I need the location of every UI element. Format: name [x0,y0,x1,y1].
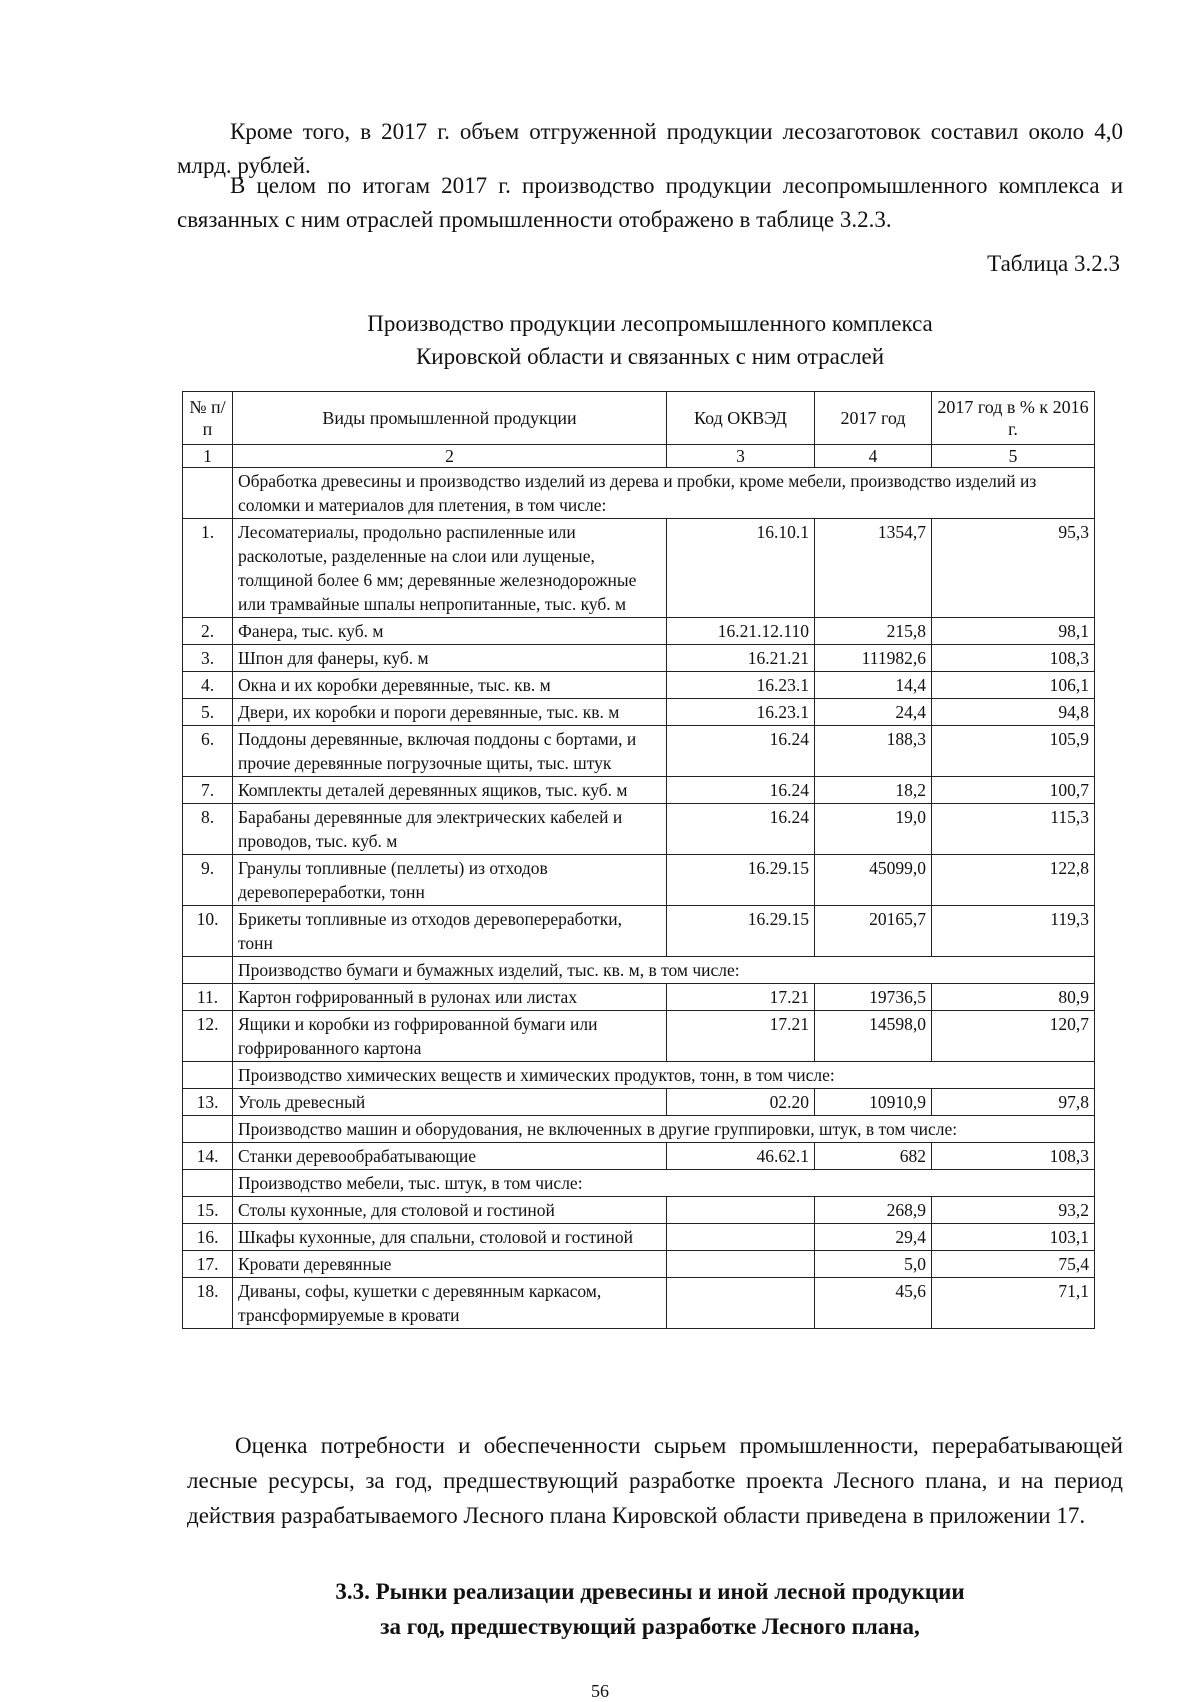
column-index: 2 [233,445,667,468]
product-name: Поддоны деревянные, включая поддоны с бортами, и прочие деревянные погрузочные щиты, тыс. штук [233,726,667,777]
table-label: Таблица 3.2.3 [987,251,1120,276]
percent-to-2016: 108,3 [932,645,1095,672]
intro-paragraph-2: В целом по итогам 2017 г. производство продукции лесопромышленного комплекса и связанных с ним отраслей промышленности отображено в таблице 3.2.3. [177,173,1123,232]
value-2017: 5,0 [815,1251,932,1278]
section-row [183,1062,1095,1089]
table-row [183,1089,1095,1116]
product-name: Брикеты топливные из отходов деревопереработки, тонн [233,906,667,957]
value-2017: 19,0 [815,804,932,855]
row-number: 14. [183,1143,233,1170]
percent-to-2016: 122,8 [932,855,1095,906]
section-title: Производство бумаги и бумажных изделий, тыс. кв. м, в том числе: [233,957,1095,984]
value-2017: 19736,5 [815,984,932,1011]
section-title: Производство машин и оборудования, не включенных в другие группировки, штук, в том числе: [233,1116,1095,1143]
row-number: 13. [183,1089,233,1116]
value-2017: 29,4 [815,1224,932,1251]
table-title-line-1: Производство продукции лесопромышленного комплекса [367,311,933,336]
okved-code [667,1251,815,1278]
percent-to-2016: 119,3 [932,906,1095,957]
section-row [183,468,1095,519]
product-name: Диваны, софы, кушетки с деревянным каркасом, трансформируемые в кровати [233,1278,667,1329]
table-title-line-2: Кировской области и связанных с ним отраслей [415,344,885,369]
table-row [183,1251,1095,1278]
value-2017: 14,4 [815,672,932,699]
table-row [183,804,1095,855]
product-name: Лесоматериалы, продольно распиленные или расколотые, разделенные на слои или лущеные, толщиной более 6 мм; деревянные железнодорожные или трамвайные шпалы непропитанные, тыс. куб. м [233,519,667,618]
page-number: 56 [591,1681,609,1701]
row-number: 6. [183,726,233,777]
percent-to-2016: 115,3 [932,804,1095,855]
product-name: Столы кухонные, для столовой и гостиной [233,1197,667,1224]
okved-code: 16.23.1 [667,699,815,726]
value-2017: 20165,7 [815,906,932,957]
row-number: 9. [183,855,233,906]
section-row [183,957,1095,984]
value-2017: 24,4 [815,699,932,726]
okved-code: 16.21.12.110 [667,618,815,645]
section-heading-line-2: за год, предшествующий разработке Лесного плана, [380,1614,920,1639]
product-name: Гранулы топливные (пеллеты) из отходов деревопереработки, тонн [233,855,667,906]
value-2017: 682 [815,1143,932,1170]
row-number: 15. [183,1197,233,1224]
okved-code: 16.24 [667,804,815,855]
column-index-row [183,445,1095,468]
okved-code: 46.62.1 [667,1143,815,1170]
row-number: 3. [183,645,233,672]
okved-code: 16.24 [667,777,815,804]
table-row [183,672,1095,699]
okved-code: 16.29.15 [667,906,815,957]
okved-code: 16.23.1 [667,672,815,699]
table-row [183,777,1095,804]
value-2017: 111982,6 [815,645,932,672]
table-row [183,1197,1095,1224]
section-title: Производство мебели, тыс. штук, в том числе: [233,1170,1095,1197]
table-row [183,1224,1095,1251]
section-empty-cell [183,468,233,519]
value-2017: 268,9 [815,1197,932,1224]
table-row [183,645,1095,672]
product-name: Комплекты деталей деревянных ящиков, тыс. куб. м [233,777,667,804]
product-name: Уголь древесный [233,1089,667,1116]
section-empty-cell [183,1062,233,1089]
table-row [183,984,1095,1011]
row-number: 8. [183,804,233,855]
row-number: 11. [183,984,233,1011]
row-number: 7. [183,777,233,804]
value-2017: 188,3 [815,726,932,777]
table-row [183,519,1095,618]
product-name: Шкафы кухонные, для спальни, столовой и гостиной [233,1224,667,1251]
section-title: Обработка древесины и производство изделий из дерева и пробки, кроме мебели, производство изделий из соломки и материалов для плетения, в том числе: [233,468,1095,519]
product-name: Картон гофрированный в рулонах или листах [233,984,667,1011]
percent-to-2016: 103,1 [932,1224,1095,1251]
value-2017: 18,2 [815,777,932,804]
column-index: 4 [815,445,932,468]
percent-to-2016: 105,9 [932,726,1095,777]
product-name: Фанера, тыс. куб. м [233,618,667,645]
product-name: Барабаны деревянные для электрических кабелей и проводов, тыс. куб. м [233,804,667,855]
percent-to-2016: 98,1 [932,618,1095,645]
row-number: 16. [183,1224,233,1251]
table-row [183,1011,1095,1062]
okved-code: 16.29.15 [667,855,815,906]
table-row [183,855,1095,906]
value-2017: 45099,0 [815,855,932,906]
product-name: Окна и их коробки деревянные, тыс. кв. м [233,672,667,699]
product-name: Кровати деревянные [233,1251,667,1278]
percent-to-2016: 75,4 [932,1251,1095,1278]
okved-code: 17.21 [667,1011,815,1062]
row-number: 5. [183,699,233,726]
value-2017: 10910,9 [815,1089,932,1116]
product-name: Ящики и коробки из гофрированной бумаги или гофрированного картона [233,1011,667,1062]
percent-to-2016: 106,1 [932,672,1095,699]
row-number: 4. [183,672,233,699]
row-number: 10. [183,906,233,957]
column-index: 3 [667,445,815,468]
percent-to-2016: 108,3 [932,1143,1095,1170]
product-name: Двери, их коробки и пороги деревянные, тыс. кв. м [233,699,667,726]
row-number: 18. [183,1278,233,1329]
okved-code: 16.24 [667,726,815,777]
table-row [183,618,1095,645]
percent-to-2016: 97,8 [932,1089,1095,1116]
percent-to-2016: 120,7 [932,1011,1095,1062]
section-empty-cell [183,1170,233,1197]
okved-code: 17.21 [667,984,815,1011]
table-row [183,1278,1095,1329]
header-row [183,392,1095,445]
intro-paragraph-1: Кроме того, в 2017 г. объем отгруженной продукции лесозаготовок составил около 4,0 млрд. рублей. [177,119,1123,178]
product-name: Станки деревообрабатывающие [233,1143,667,1170]
section-row [183,1116,1095,1143]
okved-code: 16.21.21 [667,645,815,672]
row-number: 17. [183,1251,233,1278]
value-2017: 14598,0 [815,1011,932,1062]
table-row [183,1143,1095,1170]
table-row [183,906,1095,957]
percent-to-2016: 95,3 [932,519,1095,618]
column-index: 5 [932,445,1095,468]
section-empty-cell [183,1116,233,1143]
okved-code: 02.20 [667,1089,815,1116]
value-2017: 45,6 [815,1278,932,1329]
okved-code [667,1224,815,1251]
row-number: 12. [183,1011,233,1062]
value-2017: 215,8 [815,618,932,645]
row-number: 1. [183,519,233,618]
section-heading [177,1574,1123,1644]
table-row [183,699,1095,726]
okved-code [667,1197,815,1224]
percent-to-2016: 100,7 [932,777,1095,804]
header-code: Код ОКВЭД [667,392,815,445]
percent-to-2016: 94,8 [932,699,1095,726]
table-row [183,726,1095,777]
header-num: № п/п [183,392,233,445]
okved-code: 16.10.1 [667,519,815,618]
value-2017: 1354,7 [815,519,932,618]
percent-to-2016: 71,1 [932,1278,1095,1329]
section-title: Производство химических веществ и химических продуктов, тонн, в том числе: [233,1062,1095,1089]
okved-code [667,1278,815,1329]
section-heading-line-1: 3.3. Рынки реализации древесины и иной лесной продукции [335,1579,965,1604]
closing-paragraph: Оценка потребности и обеспеченности сырьем промышленности, перерабатывающей лесные ресурсы, за год, предшествующий разработке проекта Лесного плана, и на период действия разрабатываемого Лесного плана Кировской области приведена в приложении 17. [187,1433,1123,1528]
header-pct: 2017 год в % к 2016 г. [932,392,1095,445]
table-title [177,307,1123,373]
percent-to-2016: 80,9 [932,984,1095,1011]
header-name: Виды промышленной продукции [233,392,667,445]
section-empty-cell [183,957,233,984]
production-table [182,391,1095,1329]
percent-to-2016: 93,2 [932,1197,1095,1224]
header-2017: 2017 год [815,392,932,445]
section-row [183,1170,1095,1197]
column-index: 1 [183,445,233,468]
product-name: Шпон для фанеры, куб. м [233,645,667,672]
row-number: 2. [183,618,233,645]
